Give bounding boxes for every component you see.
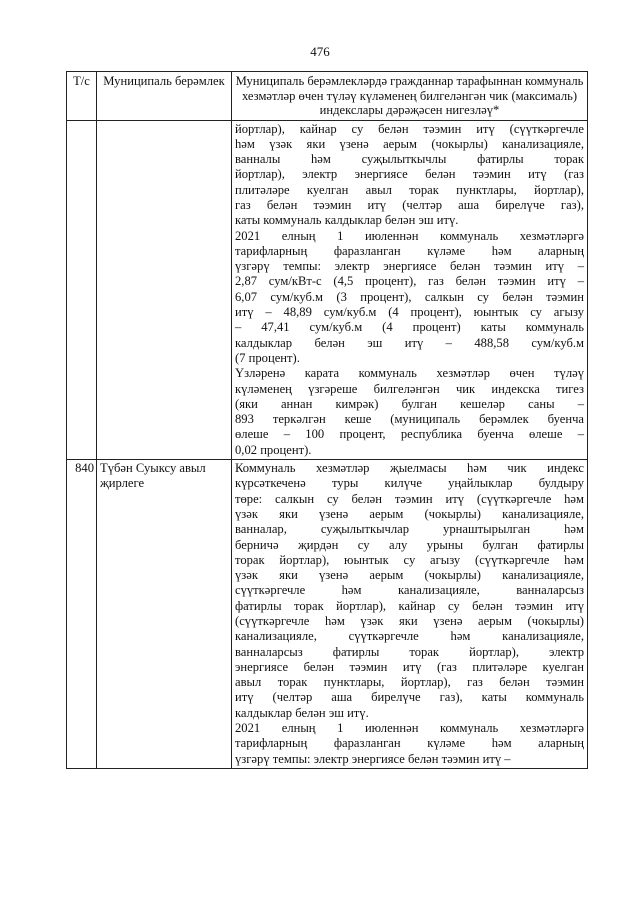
text-line: йортлар), электр энергиясе белән тәэмин итү (газ (235, 167, 584, 182)
row-number: 840 (67, 460, 97, 769)
table-header-row (67, 72, 588, 121)
text-line: энергиясе белән тәэмин итү (газ плитәләре куелган (235, 659, 584, 674)
text-line: берничә җирдән су алу урыны булган фатирлы (235, 537, 584, 552)
text-line: күрсәткеченә туры килүче уңайлыклар булдыру (235, 476, 584, 491)
text-line: ванналарсыз фатирлы торак йортлар), электр (235, 644, 584, 659)
row-description (232, 460, 588, 769)
table-row (67, 460, 588, 769)
row-number (67, 120, 97, 460)
text-line: итү (челтәр аша бирелүче газ), каты коммуналь (235, 690, 584, 705)
text-line: үзәк яки үзенә аерым (чокырлы) канализацияле, (235, 568, 584, 583)
text-line: үзәк яки үзенә аерым (чокырлы) канализацияле, (235, 506, 584, 521)
row-description-text (235, 122, 584, 459)
text-line: сүүткәргечле һәм канализацияле, ванналарсыз (235, 583, 584, 598)
text-line: газ белән тәэмин итү (челтәр аша бирелүче газ), (235, 197, 584, 212)
data-table (66, 71, 588, 769)
text-line: калдыклар белән эш итү. (235, 705, 369, 720)
text-line: (яки аннан кимрәк) булган кешеләр саны – (235, 396, 584, 411)
text-line: – 47,41 сум/куб.м (4 процент) каты коммуналь (235, 320, 584, 335)
text-line: 0,02 процент). (235, 442, 312, 457)
text-line: Үзләренә карата коммуналь хезмәтләр өчен түләү (235, 366, 584, 381)
text-line: итү – 48,89 сум/куб.м (4 процент), юынтык су агызу (235, 305, 584, 320)
row-municipality-name: Түбән Суыксу авыл җирлеге (97, 460, 232, 769)
text-line: (сүүткәргечле һәм үзәк яки үзенә аерым (чокырлы) (235, 614, 584, 628)
text-line: Коммуналь хезмәтләр җыелмасы һәм чик индекс (235, 461, 584, 476)
row-description (232, 120, 588, 460)
text-line: төре: салкын су белән тәэмин итү (сүүткәргечле һәм (235, 491, 584, 506)
page-number: 476 (310, 44, 330, 59)
text-line: ванналар, суҗылыткычлар урнаштырылган һәм (235, 522, 584, 537)
text-line: үзгәрү темпы: электр энергиясе белән тәэмин итү – (235, 751, 511, 766)
text-line: 2,87 сум/кВт-с (4,5 процент), газ белән тәэмин итү – (235, 274, 584, 289)
text-line: калдыклар белән эш итү – 488,58 сум/куб.м (235, 335, 584, 350)
text-line: йортлар), кайнар су белән тәэмин итү (сүүткәргечле (235, 121, 584, 136)
text-line: 893 теркәлгән кеше (муниципаль берәмлек буенча (235, 412, 584, 427)
text-line: тарифларның фаразланган күләме һәм аларның (235, 243, 584, 258)
header-serial-number: Т/с (67, 72, 97, 121)
text-line: һәм үзәк яки үзенә аерым (чокырлы) канализацияле, (235, 136, 584, 151)
text-line: торак йортлар), юынтык су агызу (сүүткәргечле һәм (235, 552, 584, 567)
text-line: ванналы һәм суҗылыткычлы фатирлы торак (235, 152, 584, 167)
text-line: (7 процент). (235, 350, 300, 365)
text-line: плитәләре куелган авыл торак пунктлары, йортлар), (235, 182, 584, 197)
text-line: фатирлы торак йортлар), кайнар су белән тәэмин итү (235, 598, 584, 613)
text-line: күләменең үзгәреше билгеләнгән чик индекска тигез (235, 381, 584, 396)
text-line: 6,07 сум/куб.м (3 процент), салкын су белән тәэмин (235, 289, 584, 304)
text-line: каты коммуналь калдыклар белән эш итү. (235, 213, 459, 228)
row-municipality-name (97, 120, 232, 460)
header-justification: Муниципаль берәмлекләрдә гражданнар тарафыннан коммуналь хезмәтләр өчен түләү күләменең билгеләнгән чик (максималь) индекслары дәрәҗәсен нигезләү* (232, 72, 588, 121)
header-municipality: Муниципаль берәмлек (97, 72, 232, 121)
table-row (67, 120, 588, 460)
text-line: 2021 елның 1 июленнән коммуналь хезмәтләргә (235, 228, 584, 243)
row-description-text (235, 461, 584, 767)
text-line: өлеше – 100 процент, республика буенча өлеше – (235, 427, 584, 442)
text-line: 2021 елның 1 июленнән коммуналь хезмәтләргә (235, 721, 584, 736)
text-line: авыл торак пунктлары, йортлар), газ белән тәэмин (235, 675, 584, 690)
text-line: үзгәрү темпы: электр энергиясе белән тәэмин итү – (235, 259, 584, 274)
text-line: канализацияле, сүүткәргечле һәм канализацияле, (235, 629, 584, 644)
text-line: тарифларның фаразланган күләме һәм аларның (235, 736, 584, 751)
